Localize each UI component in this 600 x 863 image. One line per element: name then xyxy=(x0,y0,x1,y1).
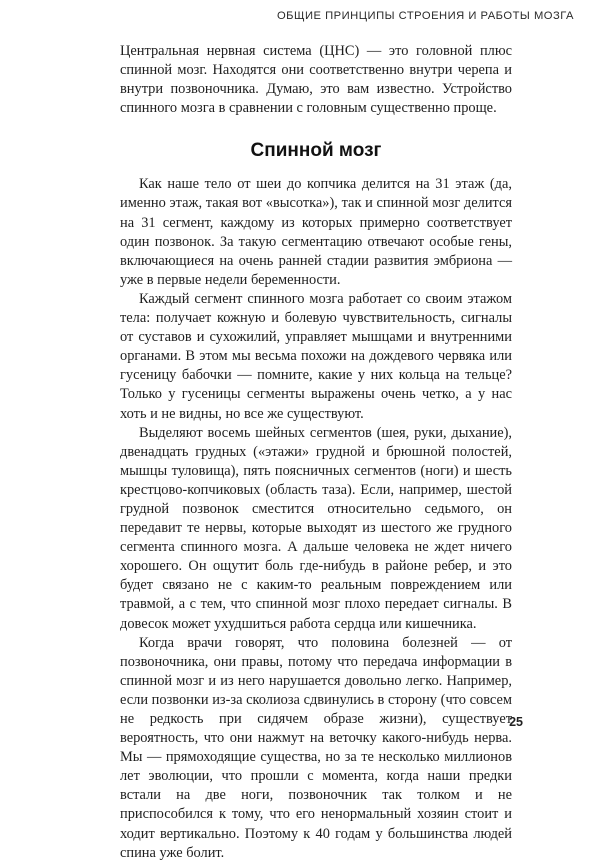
body-paragraph: Как наше тело от шеи до копчика делится на 31 этаж (да, именно этаж, такая вот «высотка»), так и спинной мозг делится на 31 сегмент, каждому из которых примерно соответствует один позвонок. За такую сегментацию отвечают особые гены, включающиеся на очень ранней стадии развития эмбриона — уже в первые недели беременности. xyxy=(120,176,512,288)
intro-paragraph: Центральная нервная система (ЦНС) — это головной плюс спинной мозг. Находятся они соответственно внутри черепа и внутри позвоночника. Думаю, это вам известно. Устройство спинного мозга в сравнении с головным существенно проще. xyxy=(120,43,512,117)
page-number: 25 xyxy=(509,715,523,729)
running-header: ОБЩИЕ ПРИНЦИПЫ СТРОЕНИЯ И РАБОТЫ МОЗГА xyxy=(276,10,574,22)
body-paragraph: Каждый сегмент спинного мозга работает со своим этажом тела: получает кожную и болевую чувствительность, сигналы от суставов и сухожилий, управляет мышцами и внутренними органами. В этом мы весьма похожи на дождевого червяка или гусеницу бабочки — помните, какие у них кольца на тельце? Только у гусеницы сегменты выражены очень четко, а у нас хоть и не видны, но все же существуют. xyxy=(120,290,512,422)
body-paragraph: Выделяют восемь шейных сегментов (шея, руки, дыхание), двенадцать грудных («этажи» грудной и брюшной полостей, мышцы туловища), пять поясничных сегментов (ноги) и шесть крестцово-копчиковых (область таза). Если, например, шестой грудной позвонок сместится относительно седьмого, он передавит те нервы, которые выходят из шестого же грудного сегмента спинного мозга. А дальше человека не ждет ничего хорошего. Он ощутит боль где-нибудь в районе ребер, и это будет связано не с каким-то реальным повреждением или травмой, а с тем, что спинной мозг плохо передает сигналы. В довесок может ухудшиться работа сердца или кишечника. xyxy=(120,424,512,632)
section-heading: Спинной мозг xyxy=(250,140,382,162)
body-paragraph: Когда врачи говорят, что половина болезней — от позвоночника, они правы, потому что передача информации в спинной мозг и из него нарушается довольно легко. Например, если позвонки из-за сколиоза сдвинулись в сторону (что совсем не редкость при сидячем образе жизни), существует вероятность, что они нажмут на веточку какого-нибудь нерва. Мы — прямоходящие существа, но за те несколько миллионов лет эволюции, что прошли с момента, когда наши предки встали на две ноги, позвоночник так толком и не приспособился к тому, что его ненормальный хозяин стоит и ходит вертикально. Поэтому к 40 годам у большинства людей спина уже болит. xyxy=(120,634,512,861)
page-body xyxy=(120,42,512,863)
